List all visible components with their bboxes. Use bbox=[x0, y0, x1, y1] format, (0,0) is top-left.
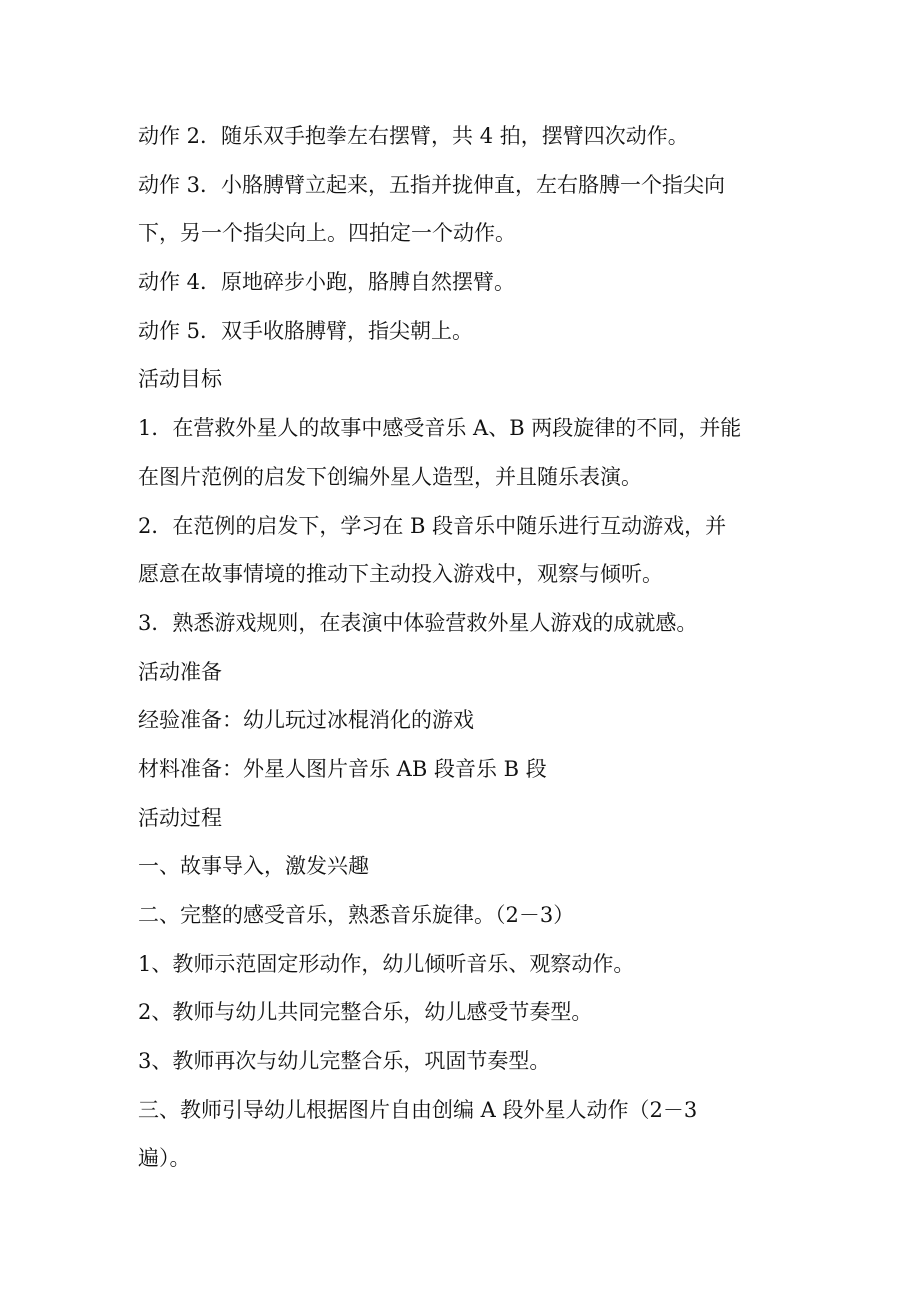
text-line-action-3-cont: 下，另一个指尖向上。四拍定一个动作。 bbox=[138, 221, 516, 246]
text-line-step-2-3: 3、教师再次与幼儿完整合乐，巩固节奏型。 bbox=[138, 1049, 551, 1074]
section-heading-goals: 活动目标 bbox=[138, 367, 222, 392]
text-line-goal-1: 1．在营救外星人的故事中感受音乐 A、B 两段旋律的不同，并能 bbox=[138, 416, 742, 441]
text-line-goal-2: 2．在范例的启发下，学习在 B 段音乐中随乐进行互动游戏，并 bbox=[138, 513, 727, 538]
document-page bbox=[138, 112, 788, 1183]
text-line-step-2-1: 1、教师示范固定形动作，幼儿倾听音乐、观察动作。 bbox=[138, 951, 635, 976]
text-line-step-3-cont: 遍）。 bbox=[138, 1146, 191, 1171]
text-line-step-1: 一、故事导入，激发兴趣 bbox=[138, 854, 369, 879]
text-line-step-2: 二、完整的感受音乐，熟悉音乐旋律。（2－3） bbox=[138, 903, 575, 927]
text-line-action-3: 动作 3．小胳膊臂立起来，五指并拢伸直，左右胳膊一个指尖向 bbox=[138, 172, 726, 197]
text-line-material-prep: 材料准备：外星人图片音乐 AB 段音乐 B 段 bbox=[138, 756, 547, 781]
text-line-goal-1-cont: 在图片范例的启发下创编外星人造型，并且随乐表演。 bbox=[138, 464, 642, 489]
text-line-action-2: 动作 2．随乐双手抱拳左右摆臂，共 4 拍，摆臂四次动作。 bbox=[138, 124, 689, 148]
text-line-step-3: 三、教师引导幼儿根据图片自由创编 A 段外星人动作（2－3 bbox=[138, 1097, 698, 1122]
section-heading-preparation: 活动准备 bbox=[138, 659, 222, 684]
text-line-step-2-2: 2、教师与幼儿共同完整合乐，幼儿感受节奏型。 bbox=[138, 1000, 593, 1025]
text-line-action-5: 动作 5．双手收胳膊臂，指尖朝上。 bbox=[138, 318, 474, 343]
text-line-goal-3: 3．熟悉游戏规则，在表演中体验营救外星人游戏的成就感。 bbox=[138, 610, 698, 635]
text-line-action-4: 动作 4．原地碎步小跑，胳膊自然摆臂。 bbox=[138, 270, 516, 295]
text-line-goal-2-cont: 愿意在故事情境的推动下主动投入游戏中，观察与倾听。 bbox=[138, 562, 663, 587]
section-heading-process: 活动过程 bbox=[138, 805, 222, 830]
text-line-experience-prep: 经验准备：幼儿玩过冰棍消化的游戏 bbox=[138, 708, 474, 733]
